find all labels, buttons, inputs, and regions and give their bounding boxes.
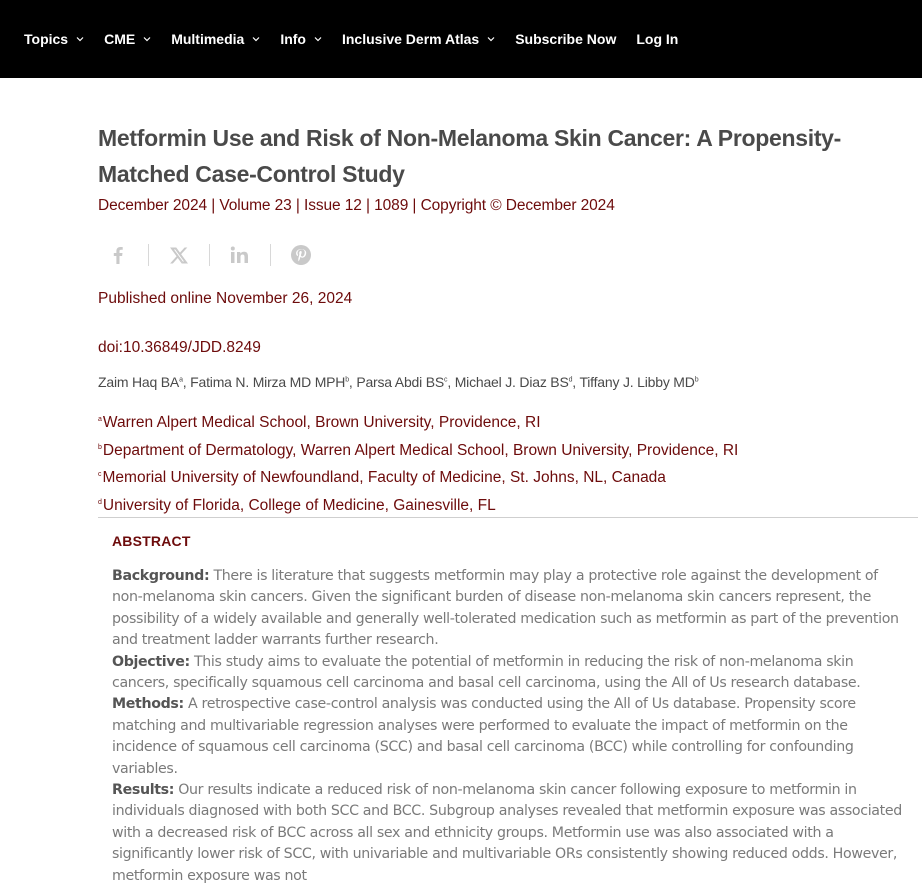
chevron-down-icon xyxy=(252,35,260,43)
nav-item-inclusive-derm-atlas[interactable] xyxy=(342,31,495,47)
log-in-link[interactable]: Log In xyxy=(636,31,679,47)
abstract-heading: ABSTRACT xyxy=(112,533,191,549)
author-affiliation-marker: d xyxy=(568,376,573,384)
affiliation-marker: a xyxy=(98,416,102,423)
author-name: Parsa Abdi BS xyxy=(356,374,444,390)
author-name: Tiffany J. Libby MD xyxy=(579,374,695,390)
nav-item-label: Info xyxy=(280,31,306,47)
affiliation-item xyxy=(98,491,738,519)
abstract-section-label: Results: xyxy=(112,782,175,799)
author-separator: , xyxy=(348,374,357,390)
article-title: Metformin Use and Risk of Non-Melanoma Skin Cancer: A Propensity-Matched Case-Control Study xyxy=(98,125,842,187)
nav-item-multimedia[interactable] xyxy=(171,31,260,47)
affiliation-text: Memorial University of Newfoundland, Faculty of Medicine, St. Johns, NL, Canada xyxy=(102,469,666,487)
abstract-section-label: Background: xyxy=(112,568,210,584)
abstract-section-text: This study aims to evaluate the potential of metformin in reducing the risk of non-melanoma skin cancers, specifically squamous cell carcinoma and basal cell carcinoma, using the All of Us research database. xyxy=(112,653,861,692)
doi-link[interactable]: doi:10.36849/JDD.8249 xyxy=(98,339,261,356)
author-affiliation-marker: b xyxy=(694,376,699,384)
abstract-paragraph xyxy=(112,694,908,780)
x-icon[interactable] xyxy=(159,240,199,270)
affiliation-text: Department of Dermatology, Warren Alpert Medical School, Brown University, Providence, RI xyxy=(102,441,739,459)
affiliation-marker: d xyxy=(98,498,102,506)
affiliation-text: University of Florida, College of Medicine, Gainesville, FL xyxy=(102,497,496,515)
subscribe-now-link[interactable]: Subscribe Now xyxy=(515,31,617,47)
affiliation-item xyxy=(98,408,738,436)
nav-item-cme[interactable] xyxy=(104,31,151,47)
nav-item-label: CME xyxy=(104,31,136,47)
author-list xyxy=(98,374,698,390)
abstract-section-text: Our results indicate a reduced risk of non-melanoma skin cancer following exposure to metformin in individuals diagnosed with both SCC and BCC. Subgroup analyses revealed that metformin exposure was associated with a decreased risk of BCC across all sex and ethnicity groups. Metformin use was also associated with a significantly lower risk of SCC, with univariable and multivariable ORs consistently showing reduced odds. However, metformin exposure was not xyxy=(112,782,902,884)
chevron-down-icon xyxy=(314,35,322,43)
author-affiliation-marker: a xyxy=(179,376,183,384)
linkedin-icon[interactable] xyxy=(220,240,260,270)
affiliation-marker: b xyxy=(98,443,102,451)
abstract-paragraph xyxy=(112,780,908,887)
share-divider xyxy=(209,244,210,266)
author-separator: , xyxy=(447,374,455,390)
nav-item-label: Multimedia xyxy=(171,31,245,47)
abstract-section-label: Methods: xyxy=(112,696,184,713)
author-name: Michael J. Diaz BS xyxy=(454,374,569,390)
author-affiliation-marker: b xyxy=(345,376,349,384)
top-navigation xyxy=(0,0,922,78)
abstract-section-text: A retrospective case-control analysis was conducted using the All of Us database. Propensity score matching and multivariable regression analyses were performed to evaluate the impact of metformin on the incidence of squamous cell carcinoma (SCC) and basal cell carcinoma (BCC) while controlling for confounding variables. xyxy=(112,696,856,777)
affiliation-text: Warren Alpert Medical School, Brown University, Providence, RI xyxy=(102,414,541,432)
facebook-icon[interactable] xyxy=(98,240,138,270)
nav-item-label: Topics xyxy=(24,31,69,47)
section-divider xyxy=(98,517,918,518)
abstract-paragraph xyxy=(112,566,908,652)
author-name: Zaim Haq BA xyxy=(98,374,180,390)
author-name: Fatima N. Mirza MD MPH xyxy=(190,374,346,390)
affiliation-item xyxy=(98,463,738,491)
abstract-paragraph xyxy=(112,652,908,695)
nav-item-topics[interactable] xyxy=(24,31,84,47)
author-separator: , xyxy=(182,374,191,390)
affiliation-list xyxy=(98,408,738,519)
nav-item-label: Inclusive Derm Atlas xyxy=(341,31,480,47)
affiliation-item xyxy=(98,436,738,464)
author-affiliation-marker: c xyxy=(444,376,448,384)
issue-info: December 2024 | Volume 23 | Issue 12 | 1089 | Copyright © December 2024 xyxy=(98,197,615,214)
affiliation-marker: c xyxy=(98,471,102,479)
abstract-section xyxy=(112,533,908,887)
abstract-body xyxy=(112,566,908,887)
pinterest-icon[interactable] xyxy=(281,240,321,270)
chevron-down-icon xyxy=(487,35,495,43)
share-divider xyxy=(270,244,271,266)
chevron-down-icon xyxy=(76,35,84,43)
share-bar xyxy=(98,240,321,270)
author-separator: , xyxy=(572,374,580,390)
published-date: Published online November 26, 2024 xyxy=(98,290,353,307)
share-divider xyxy=(148,244,149,266)
chevron-down-icon xyxy=(143,35,151,43)
abstract-section-label: Objective: xyxy=(112,653,190,670)
nav-item-info[interactable] xyxy=(280,31,322,47)
abstract-section-text: There is literature that suggests metformin may play a protective role against the development of non-melanoma skin cancers. Given the significant burden of disease non-melanoma skin cancers represent, the possibility of a widely available and generally well-tolerated medication such as metformin as part of the prevention and treatment ladder warrants further research. xyxy=(112,568,899,649)
